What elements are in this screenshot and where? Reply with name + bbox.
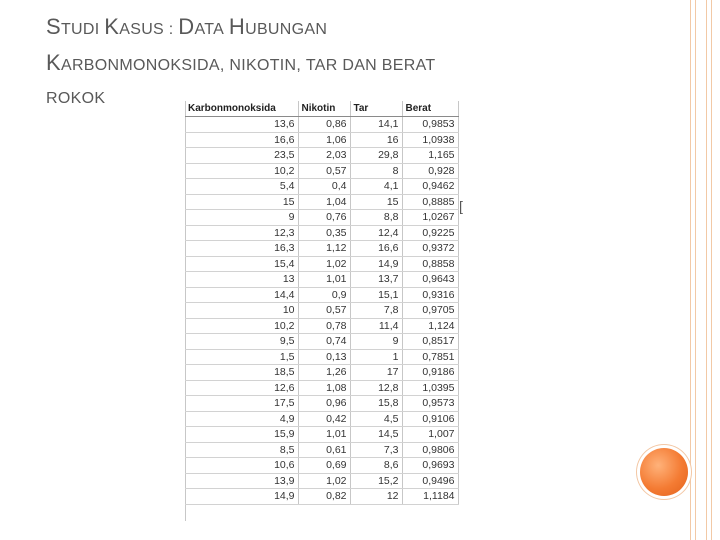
table-cell: 4,5: [350, 411, 402, 427]
table-cell: 7,8: [350, 303, 402, 319]
table-cell: 0,42: [298, 411, 350, 427]
table-cell: 9: [350, 334, 402, 350]
table-cell: 15,8: [350, 396, 402, 412]
table-cell: 10: [185, 303, 298, 319]
table-cell: 1,124: [402, 318, 458, 334]
table-cell: 12,8: [350, 380, 402, 396]
decorative-orange-circle: [640, 448, 688, 496]
table-cell: 0,9853: [402, 117, 458, 133]
table-body: [185, 117, 458, 505]
table-cell: 0,9186: [402, 365, 458, 381]
table-row: [185, 194, 458, 210]
table-row: [185, 442, 458, 458]
table-row: [185, 318, 458, 334]
table-cell: 0,4: [298, 179, 350, 195]
text-cursor-icon: [: [459, 198, 463, 214]
table-cell: 13,6: [185, 117, 298, 133]
table-cell: 1,12: [298, 241, 350, 257]
table-cell: 0,35: [298, 225, 350, 241]
table-cell: 13,7: [350, 272, 402, 288]
table-cell: 1,007: [402, 427, 458, 443]
table-cell: 0,13: [298, 349, 350, 365]
table-cell: 9,5: [185, 334, 298, 350]
table-cell: 2,03: [298, 148, 350, 164]
table-cell: 0,9225: [402, 225, 458, 241]
title-line-2: KARBONMONOKSIDA, NIKOTIN, TAR DAN BERAT: [46, 50, 436, 75]
table-cell: 4,1: [350, 179, 402, 195]
table-cell: 0,78: [298, 318, 350, 334]
table-cell: 4,9: [185, 411, 298, 427]
table-cell: 17,5: [185, 396, 298, 412]
table-cell: 0,69: [298, 458, 350, 474]
table-header-row: [185, 101, 458, 117]
table-row: [185, 132, 458, 148]
table-cell: 1,01: [298, 427, 350, 443]
slide-title: [46, 10, 646, 115]
decorative-line: [711, 0, 712, 540]
title-line-3: ROKOK: [46, 90, 106, 107]
table-cell: 1,0938: [402, 132, 458, 148]
table-cell: 0,9106: [402, 411, 458, 427]
table-cell: 29,8: [350, 148, 402, 164]
table-cell: 1: [350, 349, 402, 365]
table-cell: 1,04: [298, 194, 350, 210]
table-row: [185, 117, 458, 133]
data-table: [185, 101, 459, 505]
table-cell: 11,4: [350, 318, 402, 334]
table-cell: 16,3: [185, 241, 298, 257]
table-cell: 9: [185, 210, 298, 226]
header-berat: Berat: [402, 101, 458, 117]
table-row: [185, 272, 458, 288]
table-cell: 10,2: [185, 318, 298, 334]
table-cell: 1,5: [185, 349, 298, 365]
table-row: [185, 241, 458, 257]
table-cell: 0,9462: [402, 179, 458, 195]
table-row: [185, 473, 458, 489]
table-cell: 1,08: [298, 380, 350, 396]
table-cell: 0,86: [298, 117, 350, 133]
table-cell: 13,9: [185, 473, 298, 489]
table-cell: 8,6: [350, 458, 402, 474]
table-cell: 1,26: [298, 365, 350, 381]
table-cell: 17: [350, 365, 402, 381]
table-cell: 14,9: [350, 256, 402, 272]
table-cell: 14,9: [185, 489, 298, 505]
table-row: [185, 334, 458, 350]
table-cell: 23,5: [185, 148, 298, 164]
table-cell: 15,4: [185, 256, 298, 272]
table-cell: 15,1: [350, 287, 402, 303]
table-cell: 12,6: [185, 380, 298, 396]
table-cell: 0,8885: [402, 194, 458, 210]
table-cell: 0,61: [298, 442, 350, 458]
table-row: [185, 396, 458, 412]
table-cell: 0,57: [298, 163, 350, 179]
table-cell: 16,6: [185, 132, 298, 148]
table-cell: 0,9372: [402, 241, 458, 257]
table-cell: 5,4: [185, 179, 298, 195]
table-cell: 0,96: [298, 396, 350, 412]
table-cell: 1,0395: [402, 380, 458, 396]
table-row: [185, 489, 458, 505]
table-row: [185, 303, 458, 319]
table-cell: 13: [185, 272, 298, 288]
table-cell: 12,4: [350, 225, 402, 241]
table-cell: 1,06: [298, 132, 350, 148]
table-cell: 0,9693: [402, 458, 458, 474]
decorative-line: [695, 0, 696, 540]
table-cell: 1,1184: [402, 489, 458, 505]
table-cell: 18,5: [185, 365, 298, 381]
header-nikotin: Nikotin: [298, 101, 350, 117]
table-cell: 12,3: [185, 225, 298, 241]
table-cell: 0,928: [402, 163, 458, 179]
table-row: [185, 256, 458, 272]
table-cell: 15,2: [350, 473, 402, 489]
table-cell: 0,9573: [402, 396, 458, 412]
table-row: [185, 163, 458, 179]
table-cell: 8: [350, 163, 402, 179]
table-row: [185, 349, 458, 365]
table-row: [185, 365, 458, 381]
table-cell: 0,9705: [402, 303, 458, 319]
table-cell: 0,8517: [402, 334, 458, 350]
table-cell: 14,1: [350, 117, 402, 133]
header-karbonmonoksida: Karbonmonoksida: [185, 101, 298, 117]
table-row: [185, 427, 458, 443]
table-cell: 15: [350, 194, 402, 210]
table-cell: 1,01: [298, 272, 350, 288]
table-row: [185, 179, 458, 195]
data-table-container: [185, 101, 462, 521]
table-cell: 16,6: [350, 241, 402, 257]
table-row: [185, 148, 458, 164]
table-cell: 15,9: [185, 427, 298, 443]
table-row: [185, 225, 458, 241]
table-cell: 1,165: [402, 148, 458, 164]
table-cell: 0,76: [298, 210, 350, 226]
table-cell: 14,5: [350, 427, 402, 443]
table-cell: 0,9316: [402, 287, 458, 303]
table-cell: 0,9806: [402, 442, 458, 458]
title-line-1: STUDI KASUS : DATA HUBUNGAN: [46, 14, 328, 39]
table-row: [185, 411, 458, 427]
table-row: [185, 210, 458, 226]
table-cell: 0,9496: [402, 473, 458, 489]
table-cell: 0,74: [298, 334, 350, 350]
table-cell: 0,9: [298, 287, 350, 303]
table-cell: 8,8: [350, 210, 402, 226]
table-cell: 10,6: [185, 458, 298, 474]
table-cell: 12: [350, 489, 402, 505]
table-cell: 16: [350, 132, 402, 148]
decorative-line: [690, 0, 691, 540]
table-cell: 1,02: [298, 256, 350, 272]
table-cell: 1,0267: [402, 210, 458, 226]
table-cell: 7,3: [350, 442, 402, 458]
table-cell: 14,4: [185, 287, 298, 303]
table-cell: 0,82: [298, 489, 350, 505]
table-cell: 15: [185, 194, 298, 210]
decorative-line: [706, 0, 707, 540]
table-cell: 8,5: [185, 442, 298, 458]
table-row: [185, 458, 458, 474]
table-cell: 10,2: [185, 163, 298, 179]
table-cell: 0,7851: [402, 349, 458, 365]
header-tar: Tar: [350, 101, 402, 117]
table-row: [185, 287, 458, 303]
table-cell: 1,02: [298, 473, 350, 489]
table-cell: 0,9643: [402, 272, 458, 288]
table-cell: 0,57: [298, 303, 350, 319]
table-cell: 0,8858: [402, 256, 458, 272]
table-row: [185, 380, 458, 396]
